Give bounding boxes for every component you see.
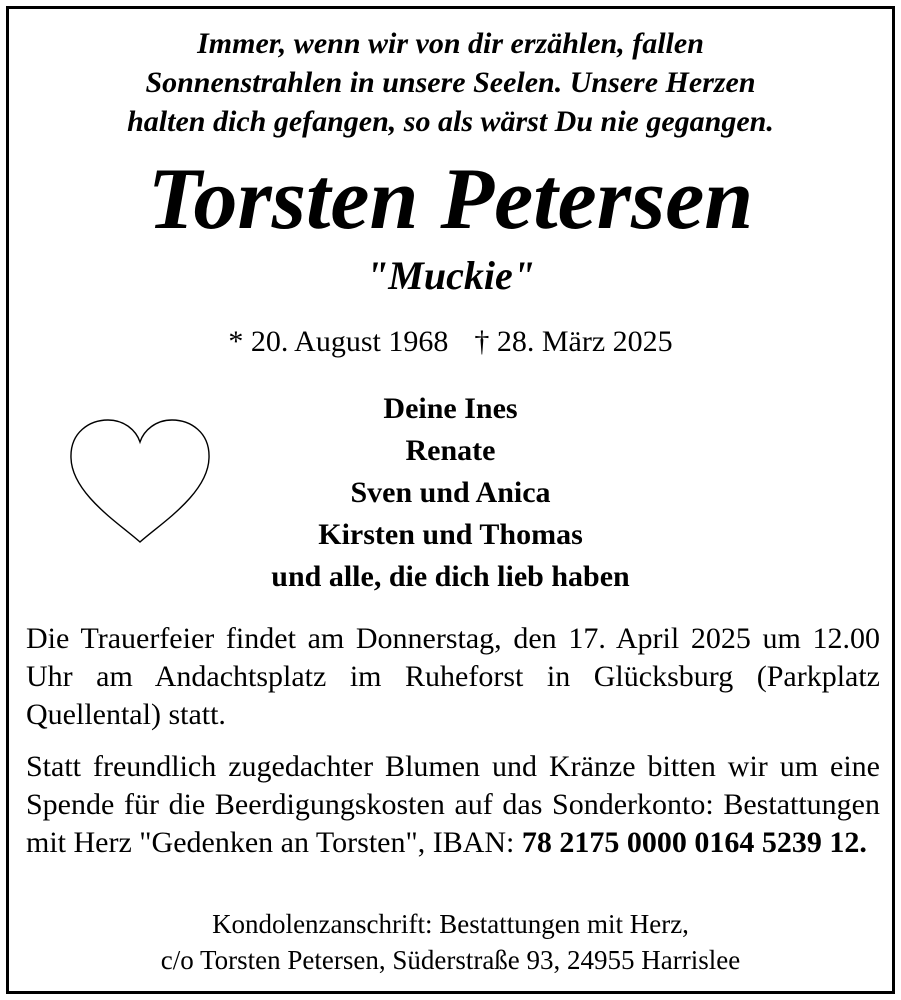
deceased-nickname: "Muckie" xyxy=(366,253,535,298)
mourners-list xyxy=(0,388,901,598)
donation-text: Statt freundlich zugedachter Blumen und Kränze bitten wir um eine Spende für die Beerdigungskosten auf das Sonderkonto: Bestattungen mit Herz "Gedenken an Torsten", IBAN: xyxy=(26,750,880,859)
condolence-line: Kondolenzanschrift: Bestattungen mit Herz, xyxy=(212,909,689,939)
deceased-name: Torsten Petersen xyxy=(147,151,754,248)
quote-line: Immer, wenn wir von dir erzählen, fallen xyxy=(197,27,704,60)
ceremony-paragraph: Die Trauerfeier findet am Donnerstag, den 17. April 2025 um 12.00 Uhr am Andachtsplatz im Ruheforst in Glücksburg (Parkplatz Quellental) statt. xyxy=(26,622,880,731)
condolence-address xyxy=(0,906,901,978)
mourner-line: und alle, die dich lieb haben xyxy=(271,560,630,593)
death-date: † 28. März 2025 xyxy=(474,325,673,358)
birth-date: * 20. August 1968 xyxy=(228,325,449,358)
mourner-line: Renate xyxy=(405,434,496,467)
iban-number: 78 2175 0000 0164 5239 12. xyxy=(521,826,867,859)
life-dates xyxy=(0,322,901,362)
mourner-line: Sven und Anica xyxy=(350,476,551,509)
quote-line: halten dich gefangen, so als wärst Du nie gegangen. xyxy=(127,105,774,138)
mourner-line: Kirsten und Thomas xyxy=(318,518,583,551)
memorial-quote xyxy=(0,24,901,141)
quote-line: Sonnenstrahlen in unsere Seelen. Unsere Herzen xyxy=(145,66,756,99)
condolence-line: c/o Torsten Petersen, Süderstraße 93, 24955 Harrislee xyxy=(160,945,741,975)
mourner-line: Deine Ines xyxy=(383,392,518,425)
donation-paragraph xyxy=(26,748,880,862)
